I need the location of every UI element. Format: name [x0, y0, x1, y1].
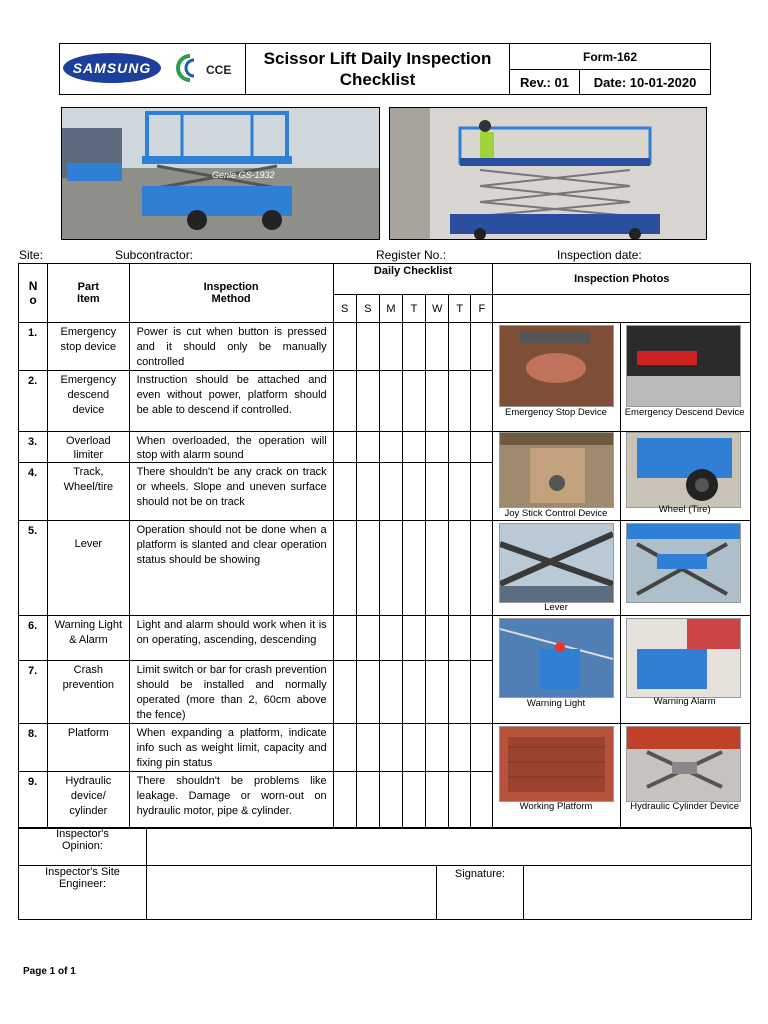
day-mon: M [379, 295, 402, 323]
check-cell[interactable] [402, 432, 425, 463]
photo-emergency-stop [493, 323, 621, 432]
check-cell[interactable] [333, 661, 356, 724]
day-fri: F [471, 295, 493, 323]
check-cell[interactable] [379, 724, 402, 772]
check-cell[interactable] [356, 772, 379, 829]
header-part-item: Part Item [48, 264, 129, 323]
samsung-logo: SAMSUNG [63, 53, 161, 83]
check-cell[interactable] [333, 371, 356, 432]
check-cell[interactable] [426, 323, 449, 371]
inspection-method: Operation should not be done when a platform is slanted and clear operation status should be showing [129, 521, 333, 616]
item-number: 1. [19, 323, 48, 371]
header-daily-checklist: Daily Checklist [333, 264, 493, 295]
check-cell[interactable] [426, 724, 449, 772]
check-cell[interactable] [426, 432, 449, 463]
part-item: Overload limiter [48, 432, 129, 463]
check-cell[interactable] [402, 463, 425, 521]
table-row [19, 323, 751, 371]
page-footer: Page 1 of 1 [23, 966, 76, 977]
photo-working-platform [493, 724, 621, 829]
inspection-method: There shouldn't be problems like leakage. Damage or worn-out on hydraulic motor, pipe & cylinder. [129, 772, 333, 829]
check-cell[interactable] [449, 616, 471, 661]
check-cell[interactable] [333, 616, 356, 661]
check-cell[interactable] [379, 432, 402, 463]
site-label: Site: [19, 248, 44, 262]
inspector-opinion-field[interactable] [147, 828, 752, 866]
photo-warning-alarm [621, 616, 751, 724]
check-cell[interactable] [449, 463, 471, 521]
site-engineer-field[interactable] [147, 866, 437, 920]
check-cell[interactable] [426, 521, 449, 616]
check-cell[interactable] [333, 432, 356, 463]
day-sat: S [356, 295, 379, 323]
form-date: Date: 10-01-2020 [593, 74, 697, 90]
table-row [19, 521, 751, 616]
day-tue: T [402, 295, 425, 323]
item-number: 4. [19, 463, 48, 521]
check-cell[interactable] [402, 323, 425, 371]
part-item: Emergency stop device [48, 323, 129, 371]
check-cell[interactable] [426, 463, 449, 521]
doc-title-line2: Checklist [339, 70, 416, 89]
check-cell[interactable] [471, 371, 493, 432]
item-number: 2. [19, 371, 48, 432]
item-number: 9. [19, 772, 48, 829]
subcontractor-label: Subcontractor: [115, 248, 194, 262]
photo-wheel [621, 432, 751, 521]
check-cell[interactable] [471, 724, 493, 772]
check-cell[interactable] [333, 463, 356, 521]
check-cell[interactable] [379, 521, 402, 616]
photo-lever [493, 521, 621, 616]
inspection-method: There shouldn't be any crack on track or wheels. Slope and uneven surface should not be on track [129, 463, 333, 521]
inspection-date-label: Inspection date: [557, 248, 642, 262]
check-cell[interactable] [356, 521, 379, 616]
caption-lever: Lever [544, 602, 568, 613]
check-cell[interactable] [402, 616, 425, 661]
genie-scissor-lift-photo [61, 107, 380, 240]
header-no: N o [19, 264, 48, 323]
item-number: 6. [19, 616, 48, 661]
check-cell[interactable] [471, 463, 493, 521]
check-cell[interactable] [471, 432, 493, 463]
inspector-table [18, 827, 752, 920]
day-sun: S [333, 295, 356, 323]
photo-lever-2 [621, 521, 751, 616]
inspection-method: Limit switch or bar for crash prevention should be installed and normally operated (more than 2, 60cm above the fence) [129, 661, 333, 724]
inspection-method: When expanding a platform, indicate info such as weight limit, capacity and fixing pin status [129, 724, 333, 772]
cce-logo-text: CCE [206, 63, 232, 77]
caption-working-platform: Working Platform [519, 801, 593, 812]
item-number: 8. [19, 724, 48, 772]
check-cell[interactable] [449, 661, 471, 724]
inspection-method: When overloaded, the operation will stop with alarm sound [129, 432, 333, 463]
check-cell[interactable] [379, 371, 402, 432]
check-cell[interactable] [379, 323, 402, 371]
header-block [59, 43, 711, 95]
checklist-table [18, 263, 751, 829]
check-cell[interactable] [426, 772, 449, 829]
check-cell[interactable] [356, 661, 379, 724]
check-cell[interactable] [426, 371, 449, 432]
check-cell[interactable] [449, 724, 471, 772]
caption-wheel: Wheel (Tire) [658, 504, 711, 515]
item-number: 3. [19, 432, 48, 463]
check-cell[interactable] [333, 772, 356, 829]
check-cell[interactable] [379, 772, 402, 829]
check-cell[interactable] [402, 371, 425, 432]
part-item: Hydraulic device/ cylinder [48, 772, 129, 829]
revision: Rev.: 01 [510, 70, 580, 94]
check-cell[interactable] [426, 616, 449, 661]
table-row [19, 616, 751, 661]
part-item: Track, Wheel/tire [48, 463, 129, 521]
header-inspection-method: Inspection Method [129, 264, 333, 323]
part-item: Emergency descend device [48, 371, 129, 432]
scissor-lift-extended-photo [389, 107, 707, 240]
check-cell[interactable] [402, 661, 425, 724]
caption-warning-light: Warning Light [526, 698, 586, 709]
caption-emergency-descend: Emergency Descend Device [624, 407, 745, 418]
check-cell[interactable] [333, 323, 356, 371]
check-cell[interactable] [333, 521, 356, 616]
check-cell[interactable] [449, 521, 471, 616]
caption-warning-alarm: Warning Alarm [653, 696, 716, 707]
doc-title-line1: Scissor Lift Daily Inspection [263, 49, 492, 68]
genie-label: Genie GS-1932 [212, 170, 275, 180]
check-cell[interactable] [449, 371, 471, 432]
photo-emergency-descend [621, 323, 751, 432]
logo-cell [60, 44, 246, 94]
signature-label: Signature: [437, 866, 524, 920]
check-cell[interactable] [471, 323, 493, 371]
inspection-method: Instruction should be attached and even without power, platform should be able to descend if controlled. [129, 371, 333, 432]
caption-hydraulic-cylinder: Hydraulic Cylinder Device [630, 801, 740, 812]
check-cell[interactable] [471, 661, 493, 724]
inspector-opinion-label: Inspector's Opinion: [19, 828, 147, 866]
table-row [19, 724, 751, 772]
check-cell[interactable] [356, 616, 379, 661]
check-cell[interactable] [449, 772, 471, 829]
inspection-method: Light and alarm should work when it is on operating, ascending, descending [129, 616, 333, 661]
check-cell[interactable] [356, 724, 379, 772]
check-cell[interactable] [356, 371, 379, 432]
table-row [19, 432, 751, 463]
check-cell[interactable] [379, 616, 402, 661]
check-cell[interactable] [426, 661, 449, 724]
day-wed: W [426, 295, 449, 323]
check-cell[interactable] [402, 772, 425, 829]
site-engineer-label: Inspector's Site Engineer: [19, 866, 147, 920]
caption-joystick: Joy Stick Control Device [504, 508, 608, 519]
day-thu: T [449, 295, 471, 323]
cce-logo-icon [172, 52, 242, 84]
check-cell[interactable] [333, 724, 356, 772]
part-item: Platform [48, 724, 129, 772]
check-cell[interactable] [402, 724, 425, 772]
check-cell[interactable] [379, 661, 402, 724]
check-cell[interactable] [356, 323, 379, 371]
title-cell [246, 44, 510, 94]
part-item: Crash prevention [48, 661, 129, 724]
photo-joystick [493, 432, 621, 521]
inspection-method: Power is cut when button is pressed and it should only be manually controlled [129, 323, 333, 371]
check-cell[interactable] [402, 521, 425, 616]
item-number: 7. [19, 661, 48, 724]
check-cell[interactable] [356, 463, 379, 521]
item-number: 5. [19, 521, 48, 616]
check-cell[interactable] [471, 616, 493, 661]
check-cell[interactable] [379, 463, 402, 521]
photo-warning-light [493, 616, 621, 724]
photos-subheader [493, 295, 751, 323]
part-item: Warning Light & Alarm [48, 616, 129, 661]
check-cell[interactable] [356, 432, 379, 463]
check-cell[interactable] [449, 323, 471, 371]
signature-field[interactable] [524, 866, 752, 920]
check-cell[interactable] [449, 432, 471, 463]
caption-emergency-stop: Emergency Stop Device [505, 407, 607, 418]
register-label: Register No.: [376, 248, 447, 262]
header-inspection-photos: Inspection Photos [493, 264, 751, 295]
part-item: Lever [48, 521, 129, 616]
check-cell[interactable] [471, 521, 493, 616]
photo-hydraulic-cylinder [621, 724, 751, 829]
check-cell[interactable] [471, 772, 493, 829]
form-number: Form-162 [510, 44, 710, 70]
